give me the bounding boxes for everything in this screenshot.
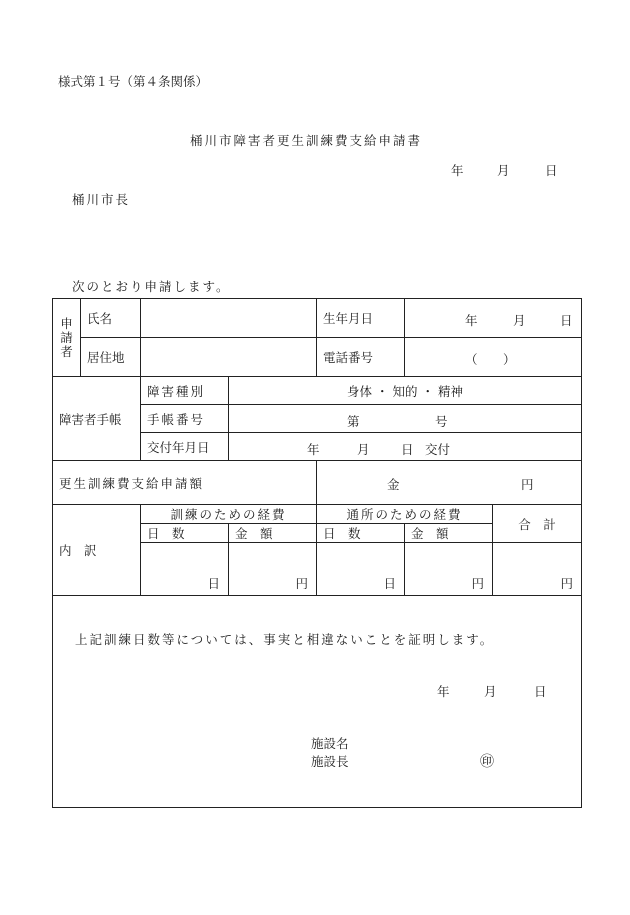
- phone-field[interactable]: [405, 338, 582, 377]
- requested-amount-label: 更生訓練費支給申請額: [53, 461, 317, 505]
- breakdown-label: 内 訳: [53, 505, 141, 596]
- disability-type-label: 障害種別: [141, 377, 229, 405]
- birth-day-label: 日: [560, 313, 573, 328]
- cert-day-label: 日: [534, 684, 547, 699]
- application-form-table: [52, 298, 582, 808]
- training-amount-field[interactable]: 円: [229, 543, 317, 596]
- name-field[interactable]: [141, 299, 317, 338]
- birth-date-field[interactable]: [405, 299, 582, 338]
- issue-year-label: 年: [307, 442, 320, 457]
- issue-day-label: 日: [401, 442, 414, 457]
- date-day-label: 日: [545, 163, 558, 178]
- applicant-group-label: 申請者: [53, 299, 81, 377]
- birth-date-label: 生年月日: [317, 299, 405, 338]
- birth-month-label: 月: [513, 313, 526, 328]
- total-header: 合 計: [493, 505, 582, 543]
- handbook-number-prefix: 第: [347, 414, 360, 429]
- handbook-number-suffix: 号: [435, 414, 448, 429]
- handbook-number-field[interactable]: [229, 405, 582, 433]
- training-expense-header: 訓練のための経費: [141, 505, 317, 524]
- phone-label: 電話番号: [317, 338, 405, 377]
- training-amount-label: 金 額: [229, 524, 317, 543]
- training-days-label: 日 数: [141, 524, 229, 543]
- certification-statement: 上記訓練日数等については、事実と相違ないことを証明します。: [75, 632, 495, 647]
- commute-expense-header: 通所のための経費: [317, 505, 493, 524]
- commute-amount-label: 金 額: [405, 524, 493, 543]
- form-number: 様式第１号（第４条関係）: [58, 74, 209, 89]
- training-days-field[interactable]: 日: [141, 543, 229, 596]
- intro-text: 次のとおり申請します。: [72, 279, 231, 294]
- requested-amount-field[interactable]: [317, 461, 582, 505]
- cert-year-label: 年: [437, 684, 450, 699]
- seal-mark-icon: ㊞: [480, 754, 494, 770]
- issue-month-label: 月: [357, 442, 370, 457]
- commute-days-field[interactable]: 日: [317, 543, 405, 596]
- commute-days-label: 日 数: [317, 524, 405, 543]
- total-amount-field[interactable]: 円: [493, 543, 582, 596]
- address-label: 居住地: [81, 338, 141, 377]
- handbook-group-label: 障害者手帳: [53, 377, 141, 461]
- cert-month-label: 月: [484, 684, 497, 699]
- issue-date-label: 交付年月日: [141, 433, 229, 461]
- certification-section: [53, 596, 582, 808]
- handbook-number-label: 手帳番号: [141, 405, 229, 433]
- issue-date-field[interactable]: [229, 433, 582, 461]
- form-title: 桶川市障害者更生訓練費支給申請書: [190, 133, 423, 148]
- commute-amount-field[interactable]: 円: [405, 543, 493, 596]
- address-field[interactable]: [141, 338, 317, 377]
- addressee: 桶川市長: [72, 192, 131, 207]
- issue-suffix: 交付: [425, 442, 451, 457]
- facility-head-label: 施設長: [311, 754, 349, 769]
- date-month-label: 月: [497, 163, 510, 178]
- birth-year-label: 年: [465, 313, 478, 328]
- amount-suffix: 円: [521, 477, 534, 492]
- amount-prefix: 金: [387, 477, 400, 492]
- name-label: 氏名: [81, 299, 141, 338]
- disability-type-options[interactable]: 身体 ・ 知的 ・ 精神: [229, 377, 582, 405]
- facility-name-label: 施設名: [311, 736, 349, 751]
- phone-close-paren: ）: [503, 352, 516, 367]
- phone-open-paren: （: [465, 352, 478, 367]
- date-year-label: 年: [451, 163, 464, 178]
